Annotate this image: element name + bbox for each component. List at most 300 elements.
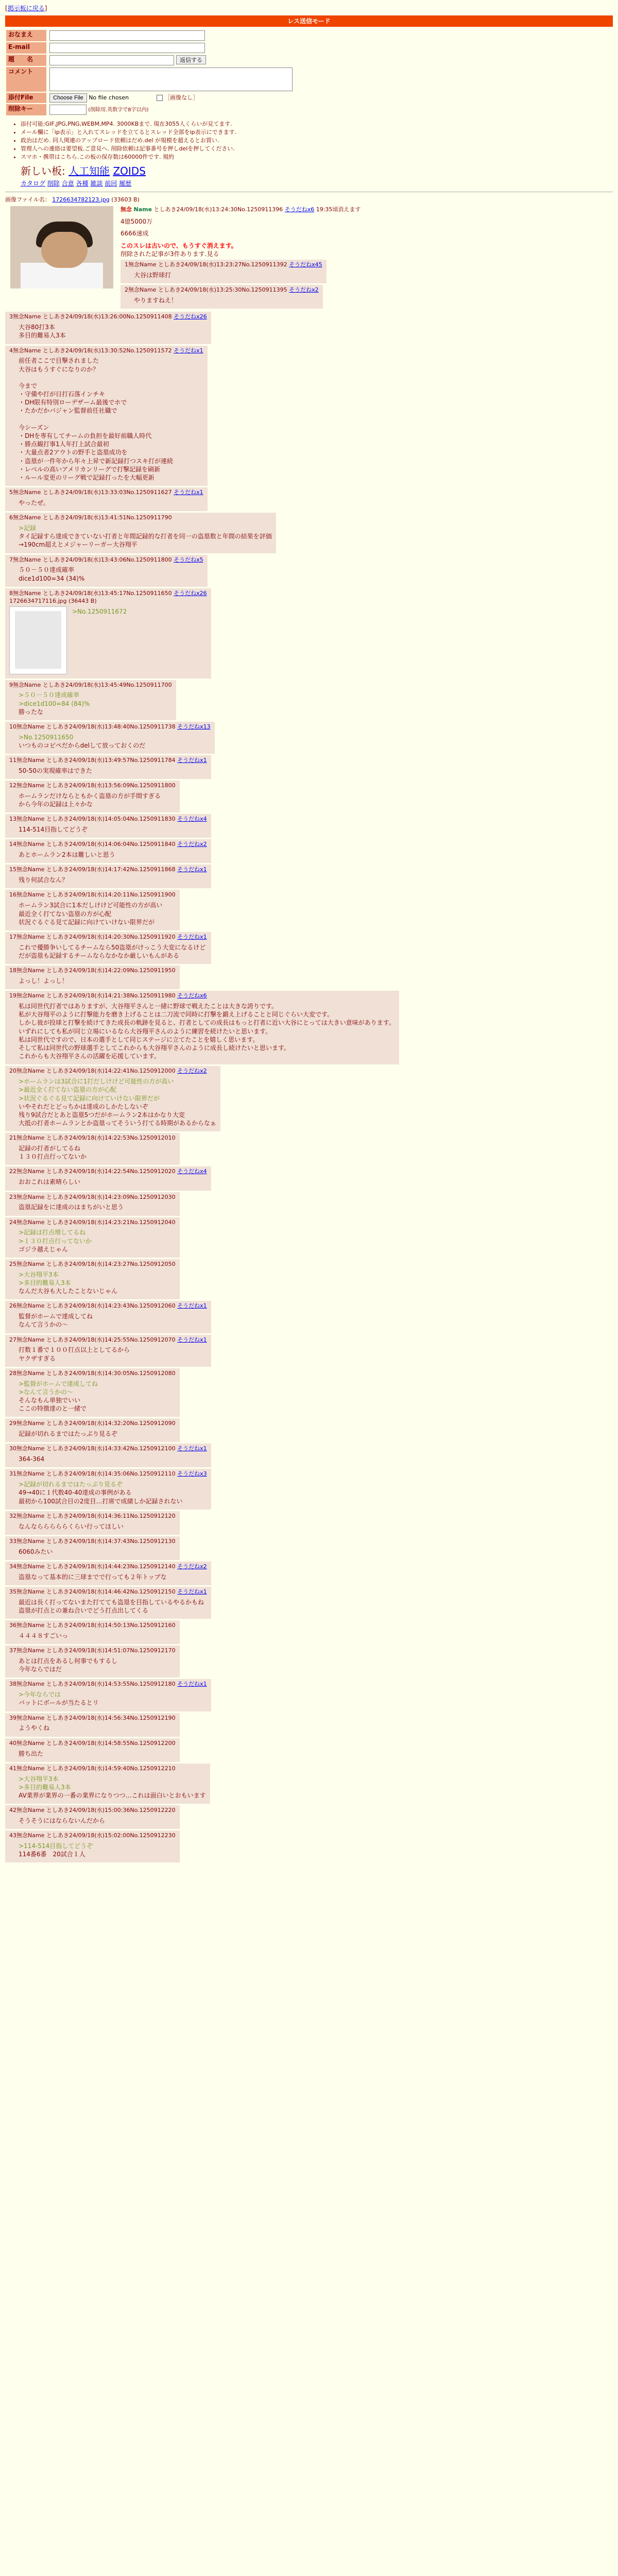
reply-file-link[interactable]: 1726634717116.jpg (36443 B) [9,597,97,604]
reply-line: >多目的難易人3本 [19,1279,71,1286]
reply-post [5,865,211,888]
reply-post [5,1713,180,1737]
reply-body [19,901,176,926]
reply-post [5,1444,211,1467]
reply-line: >記録 [19,524,37,532]
reply-post [5,965,180,989]
reply-post [5,932,211,964]
reply-line: >記録は打点増してるね [19,1229,86,1236]
reply-line: ここの特徴達のと一緒で [19,1405,87,1413]
reply-body [19,357,203,482]
promo-link[interactable]: 人工知能 [68,164,110,177]
reply-line: 記録が切れるまではたっぷり見るぞ [19,1430,118,1438]
reply-header [9,967,176,975]
reply-line: 盗塁記録をに達成のはまちがいと思う [19,1204,124,1211]
op-file-info: 画像ファイル名： 1726634782123.jpg (33603 B) [5,196,140,203]
reply-body [19,1522,176,1531]
reply-body [19,825,207,834]
reply-line: >ホームランは3試合に1打だしけけど可能性の方が高い [19,1078,174,1086]
reply-line: なんならららららくらい行ってほしい [19,1522,124,1530]
reply-line: 勝ち出た [19,1750,44,1757]
reply-line: よっし！よっし！ [19,977,68,985]
reply-header [9,992,395,1000]
reply-line: ・レベルの高いアメリカンリーグで打撃記録を刷新 [19,465,161,473]
op-replies [121,260,613,309]
reply-line: 私は同世代ですので、日本の選手として同じステージに立てたことを嬉しく思います。 [19,1036,259,1043]
reply-line: ・守備や打が日打石落インチキ [19,391,106,398]
reply-line: >１３０打点行ってないか [19,1237,92,1245]
reply-line: 残り9試合だとあと盗塁5つだがホームラン2本はかなり大変 [19,1111,185,1118]
reply-body [19,1270,176,1296]
sodane-link[interactable]: そうだねx1 [177,1588,207,1595]
sodane-link[interactable]: そうだねx6 [177,992,207,999]
op-name: Name [133,206,152,213]
reply-body [19,1002,395,1060]
reply-header [125,261,322,269]
reply-header [9,1513,176,1520]
reply-line: ・勝点観打事1人年打上試合最初 [19,440,109,448]
reply-date: 41無念Name としあき24/09/18(水)14:59:40No.1250912210 [9,1765,176,1772]
comment-label: コメント [6,67,46,92]
sodane-link[interactable]: そうだねx1 [177,1302,207,1310]
rule-item: • 添付可能:GIF,JPG,PNG,WEBM,MP4. 3000KBまで. 現在3055人くらいが見てます. [21,121,613,128]
reply-line: 盗塁なって基本的に三球までで行っても２年トップな [19,1573,167,1581]
reply-date: 27無念Name としあき24/09/18(水)14:25:55No.1250912070 [9,1336,176,1343]
reply-line: これからも大谷翔平さんの活躍を応援しています。 [19,1053,161,1060]
comment-textarea[interactable] [49,67,293,91]
reply-line: 打数１番で１００打点以上としてるから [19,1346,130,1354]
reply-date: 21無念Name としあき24/09/18(水)14:22:53No.1250912010 [9,1134,176,1142]
reply-post [5,1166,211,1190]
delkey-label: 削除キー [6,104,46,115]
reply-post [5,1192,180,1216]
reply-post [5,1620,180,1644]
reply-post [5,1562,211,1585]
reply-header [9,1832,176,1840]
op-expire: 19:35頃消えます [316,206,361,213]
reply-line: これで優勝争いしてるチームなら50盗塁がけっこう大変になるけど [19,943,206,951]
reply-post [5,1335,211,1367]
reply-header [9,556,203,564]
reply-line: 49→40に１代数40-40達成の事例がある [19,1489,132,1497]
reply-post [5,1738,180,1762]
file-choose-button[interactable]: Choose File [49,93,87,103]
reply-line: >No.1250911650 [19,733,74,741]
reply-line: >大谷翔平3本 [19,1775,59,1783]
reply-header [9,1470,207,1478]
reply-line: 最近は長く打ってないまた打てても盗塁を目指しているやるかもね [19,1598,204,1606]
submit-button[interactable]: 返信する [176,55,206,64]
reply-line: いつものコピペだからdelして放っておくのだ [19,741,146,749]
reply-line: ホームラン3試合に1本だしけけど可能性の方が高い [19,902,163,909]
promo-link-2[interactable]: ZOIDS [113,164,146,177]
reply-post [5,814,211,838]
reply-date: 9無念Name としあき24/09/18(水)13:45:49No.1250911700 [9,681,172,688]
reply-line: 大谷80打3本 [19,324,55,331]
reply-post [5,513,276,553]
reply-body [19,733,211,750]
reply-date: 23無念Name としあき24/09/18(水)14:23:09No.1250912030 [9,1193,176,1200]
reply-line: 最初から100試合目の2度目…打席で成績しか記録されない [19,1497,183,1505]
reply-body [19,1228,176,1253]
reply-date: 18無念Name としあき24/09/18(水)14:22:09No.1250911950 [9,967,176,974]
reply-line: 大抵の打者ホームランとか盗塁ってそういう打てる時期があるからなぁ [19,1120,217,1127]
reply-body [19,1632,176,1640]
email-input[interactable] [49,43,205,53]
reply-body [19,691,172,716]
reply-line: ５０－５０達成確率 [19,566,75,574]
noimage-checkbox-label[interactable]: ［画像なし］ [157,94,199,101]
reply-line: だが盗塁も記録するチームならなかなか厳しいもんがある [19,952,180,959]
reply-post [5,839,211,863]
reply-post [5,1646,180,1677]
reply-post [5,1511,180,1535]
reply-form [5,29,296,116]
reply-line: AV業界が業界の一番の業界になりつつ…これは面白いとおもいます [19,1791,206,1799]
reply-header [9,1715,176,1722]
reply-line: 私は同世代打者ではありますが、大谷翔平さんと一緒に野球で戦えたことは大きな誇りです。 [19,1002,278,1010]
reply-line: おおこれは素晴らしい [19,1178,81,1186]
reply-header [9,514,272,522]
reply-line: 今まで [19,382,38,389]
reply-line: 6060みたい [19,1548,53,1555]
reply-body [19,767,207,775]
reply-date: 5無念Name としあき24/09/18(水)13:33:03No.1250911627 [9,489,172,496]
reply-line: 114-514目指してどうぞ [19,826,88,834]
reply-line: 364-364 [19,1455,45,1463]
reply-date: 10無念Name としあき24/09/18(水)13:48:40No.1250911738 [9,723,176,730]
reply-date: 12無念Name としあき24/09/18(水)13:56:09No.1250911800 [9,782,176,789]
reply-line: ・盗塁が一件年から年々上昇で新記録打つスキ打が連続 [19,457,174,465]
rules-list [21,121,613,161]
sodane-link[interactable]: そうだねx1 [177,866,207,873]
return-link[interactable]: 掲示板に戻る [7,5,45,12]
reply-header [9,1740,176,1748]
reply-thumbnail[interactable] [9,606,67,674]
reply-body [19,851,207,859]
reply-line: >なんて言うかの～ [19,1388,74,1396]
reply-line: ・たかだかバジャン監督前任社職で [19,407,117,415]
reply-line: 今シーズン [19,423,49,431]
reply-date: 43無念Name としあき24/09/18(水)15:02:00No.1250912230 [9,1832,176,1839]
reply-line: >記録が切れるまではたっぷり見るぞ [19,1481,123,1488]
reply-date: 22無念Name としあき24/09/18(水)14:22:54No.1250912020 [9,1168,176,1175]
reply-date: 24無念Name としあき24/09/18(水)14:23:21No.1250912040 [9,1218,176,1226]
reply-post [5,588,211,679]
history-link[interactable]: 履歴 [119,179,132,187]
reply-line: やりますねえ！ [134,297,178,304]
reply-date: 37無念Name としあき24/09/18(水)14:51:07No.1250912170 [9,1647,176,1654]
reply-header [9,1588,207,1596]
reply-line: ・DH限有特別ローデザーム最後でホで [19,399,127,406]
reply-line: >多目的難易人3本 [19,1783,71,1791]
reply-date: 13無念Name としあき24/09/18(水)14:05:04No.1250911830 [9,816,176,823]
reply-post [5,680,176,720]
sodane-link[interactable]: そうだねx26 [174,589,207,597]
reply-body [134,296,319,304]
previous-link[interactable]: 前回 [105,179,117,187]
reply-header [9,1168,207,1176]
reply-body [19,1077,216,1127]
reply-header [9,1563,207,1571]
reply-line [19,374,203,382]
reply-date: 34無念Name としあき24/09/18(水)14:44:23No.1250912140 [9,1563,176,1570]
reply-line: ・ルール変更のリーグ戦で記録打ったを大幅更新 [19,473,154,481]
reply-post [5,1679,211,1711]
reply-date: 30無念Name としあき24/09/18(水)14:33:42No.1250912100 [9,1445,176,1452]
reply-post [5,1066,220,1131]
reply-line: 大谷は野球打 [134,272,171,279]
reply-line: 前任者ここで目撃されました [19,357,99,365]
reply-date: 2無念Name としあき24/09/18(水)13:25:30No.1250911395 [125,286,287,294]
sodane-link[interactable]: そうだねx45 [289,261,322,268]
reply-line: バットにボールが当たるとリ [19,1699,99,1707]
sodane-link[interactable]: そうだねx1 [177,1681,207,1688]
reply-post [5,1805,180,1829]
sodane-link[interactable]: そうだねx13 [177,723,211,730]
reply-post [5,722,215,754]
reply-body [19,1548,176,1556]
rule-item: • スマホ・携帯はこちら.この板の保存数は60000件です. 規約 [21,154,613,161]
reply-post [5,1217,180,1258]
sodane-link[interactable]: そうだねx1 [177,1336,207,1343]
name-input[interactable] [49,30,205,41]
name-label: おなまえ [6,30,46,41]
reply-line: >状況ぐるぐる見て記録に向けていけない限界だが [19,1094,160,1102]
reply-line: そうそうにはならないんだから [19,1817,106,1824]
reply-line: 今年ならではだ [19,1666,62,1673]
sodane-link[interactable]: そうだねx2 [289,286,319,294]
rule-item: • 政治はだめ. 同人関連のアップロード依頼はだめ.del が規模を超えるとお買い. [21,137,613,145]
reply-date: 6無念Name としあき24/09/18(水)13:41:51No.1250911790 [9,514,172,521]
reply-header [9,1067,216,1075]
op-note: 削除された記事が3件あります.見る [121,250,219,258]
reply-date: 14無念Name としあき24/09/18(水)14:06:04No.1250911840 [9,841,176,848]
reply-line: から今年の記録は上々かな [19,801,93,808]
reply-body [19,1724,176,1732]
reply-body [19,1203,176,1211]
sodane-link[interactable]: そうだねx5 [174,556,203,563]
reply-date: 33無念Name としあき24/09/18(水)14:37:43No.1250912130 [9,1537,176,1545]
sodane-link[interactable]: そうだねx3 [177,1470,207,1478]
op-file-link[interactable]: 1726634782123.jpg [52,196,110,203]
reply-body [19,1455,207,1463]
op-sodane-link[interactable]: そうだねx6 [284,206,315,213]
reply-line: ４４４８すごいっ [19,1632,68,1639]
reply-header [9,682,172,689]
sodane-link[interactable]: そうだねx1 [174,489,203,496]
reply-body [19,566,203,582]
reply-date: 31無念Name としあき24/09/18(水)14:35:06No.1250912110 [9,1470,176,1478]
reply-header [125,286,319,294]
reply-date: 15無念Name としあき24/09/18(水)14:17:42No.1250911868 [9,866,176,873]
reply-body [19,1144,176,1161]
reply-body [19,524,272,549]
reply-header [9,1134,176,1142]
reply-line: 大谷はもうすぐになりのか？ [19,365,99,373]
op-body: 4億5000万 6666速成 このスレは古いので、もうすぐ消えます。 削除された記事が3件あります.見る [121,217,613,258]
reply-date: 29無念Name としあき24/09/18(水)14:32:20No.1250912090 [9,1420,176,1427]
reply-line: １３０打点行ってないか [19,1153,87,1161]
reply-line: 監督がホームで達成してね [19,1313,93,1320]
reply-line: ヤクザすぎる [19,1354,56,1362]
delkey-input[interactable] [49,105,87,115]
reply-line: 多目的難易人3本 [19,332,66,340]
reply-line: ようやくね [19,1724,50,1732]
reply-line: >No.1250911672 [72,607,127,615]
reply-header [9,782,176,790]
reply-line: 114番6番 20試合１人 [19,1851,85,1858]
reply-post [5,1368,180,1417]
reply-header [9,1647,176,1655]
reply-post [5,1587,211,1619]
reply-body [19,1657,176,1673]
reply-body [19,1750,176,1758]
reply-post [5,1301,211,1333]
reply-body [19,1598,207,1615]
sodane-link[interactable]: そうだねx1 [177,757,207,764]
reply-body [19,1178,207,1186]
reply-post [5,1418,180,1442]
op-date: としあき24/09/18(水)13:24:30No.1250911396 [153,206,283,213]
reply-body [19,977,176,985]
reply-body [19,1817,176,1825]
reply-line: 状況ぐるぐる見て記録に向けていけない限界だが [19,918,155,926]
reply-body [19,1430,176,1438]
checkbox-icon[interactable] [157,95,163,101]
reply-body [19,1573,207,1581]
reply-line: 盗塁が打点との兼ね合いでどう打点出してくる [19,1606,149,1614]
reply-post [5,991,399,1064]
sodane-link[interactable]: そうだねx26 [174,313,207,320]
reply-date: 28無念Name としあき24/09/18(水)14:30:05No.1250912080 [9,1369,176,1377]
reply-post [5,781,180,812]
reply-body [19,792,176,808]
sodane-link[interactable]: そうだねx2 [177,1563,207,1570]
reply-line: なんて言うかの～ [19,1321,68,1329]
reply-header [9,1622,176,1630]
file-label: 添付File [6,93,46,103]
reply-post [5,1831,180,1862]
reply-line: ・大量点者2アウトの野手と盗塁成功を [19,449,128,456]
reply-line: あとは打点をあるし何事でもするし [19,1657,118,1665]
reply-header [9,891,176,899]
reply-body [19,943,207,960]
sodane-link[interactable]: そうだねx2 [177,1067,207,1075]
reply-line: dice1d100=34 (34)% [19,574,85,582]
reply-post [5,1469,211,1509]
reply-body [19,1690,207,1707]
reply-date: 3無念Name としあき24/09/18(水)13:26:00No.1250911408 [9,313,172,320]
reply-header [9,1219,176,1227]
reply-header [9,590,207,598]
subject-input[interactable] [49,55,174,65]
reply-header [9,1538,176,1546]
top-area: [掲示板に戻る] レス送信モード おなまえ E-mail 題 名 返信する コメント 添付File Choose File No file chosen ［画像なし］ 削除キー (削除用.英数字で8字以内) • 添付可能:GIF,JPG,PNG,WEBM,MP4. 3000KBまで. 現在3055人くらいが見てます. • メール欄に「ip表示」と入れてスレッドを立てるとスレッド全部をip表示にできます. • 政治はだめ. 同人関連のアップロード依頼はだめ.del が規模を超えるとお買い. • 管理人への連絡は要望板.ご意見へ. 削除依頼は記事番号を押しdelを押してください. • スマホ・携帯はこちら.この板の保存数は60000件です. 規約 新しい板: 人工知能 ZOIDS カタログ 削除 合意 各種 雑談 前回 履歴 [0,0,618,192]
reply-date: 35無念Name としあき24/09/18(水)14:46:42No.1250912150 [9,1588,176,1595]
reply-line: →190cm超えとメジャーリーガー大谷翔平 [19,541,138,549]
op-thumbnail[interactable] [10,206,113,289]
reply-line: いやそれだとどっちかは達成のしかたしないぞ [19,1103,148,1110]
reply-post [121,260,327,283]
sodane-link[interactable]: そうだねx4 [177,1168,207,1175]
reply-body [19,1312,207,1329]
reply-header [9,489,203,497]
reply-header [9,841,207,849]
reply-header [9,757,207,765]
catalog-link[interactable]: カタログ [21,179,46,187]
reply-date: 25無念Name としあき24/09/18(水)14:23:27No.1250912050 [9,1260,176,1267]
reply-header [9,313,207,321]
reply-line: 記録の打者がしてるね [19,1145,81,1153]
reply-line: >５０－５０達成確率 [19,691,80,699]
reply-post [5,346,208,486]
reply-header [9,1261,176,1268]
reply-line: >dice1d100=84 (84)% [19,700,90,707]
reply-post [5,1133,180,1165]
various-link[interactable]: 各種 [76,179,89,187]
sodane-link[interactable]: そうだねx1 [177,933,207,940]
reply-line: タイ記録すら達成できていない打者と年間記録的な打者を同一の盗塁数と年間の結果を評価 [19,533,272,540]
reply-line: いずれにしても私が同じ立場にいるなら大谷翔平さんのように練習を続けたいと思います。 [19,1027,272,1035]
delkey-note: (削除用.英数字で8字以内) [88,107,149,113]
reply-date: 16無念Name としあき24/09/18(水)14:20:11No.1250911900 [9,891,176,899]
reply-header [9,1681,207,1688]
chat-link[interactable]: 雑談 [90,179,103,187]
sodane-link[interactable]: そうだねx1 [174,347,203,354]
reply-body [19,1842,176,1858]
delete-link[interactable]: 削除 [47,179,60,187]
reply-header [9,347,203,355]
reply-line: あとホームラン2本は難しいと思う [19,851,115,859]
reply-line: そして私は同世代の野球選手としてこれからも大谷翔平さんのように成長し続けたいと思います。 [19,1044,290,1052]
reply-header [9,866,207,874]
thread [0,196,618,1863]
reply-header [9,816,207,823]
reply-line: しかし彼が投球と打撃を続けてきた成長の軌跡を見ると、打者としての成長はもっと打者に近い大谷にとっては大きい意味があります。 [19,1019,395,1027]
reply-body [19,876,207,884]
op-subject: 無念 [121,206,132,213]
reply-date: 32無念Name としあき24/09/18(水)14:36:11No.1250912120 [9,1512,176,1519]
reply-header [9,1445,207,1453]
consent-link[interactable]: 合意 [61,179,74,187]
reply-post [5,555,208,587]
reply-line: ゴジラ越えじゃん [19,1245,68,1253]
reply-line: やったぜ。 [19,499,49,506]
op-warning: このスレは古いので、もうすぐ消えます。 [121,242,237,249]
reply-date: 26無念Name としあき24/09/18(水)14:23:43No.1250912060 [9,1302,176,1310]
reply-body [19,1380,176,1413]
reply-date: 19無念Name としあき24/09/18(水)14:21:38No.1250911980 [9,992,176,999]
reply-header [9,1302,207,1310]
sodane-link[interactable]: そうだねx2 [177,841,207,848]
reply-post [5,1764,210,1804]
mode-bar: レス送信モード [5,15,613,27]
reply-line: 残り何試合なん？ [19,876,68,884]
reply-line: 私が大谷翔平のように打撃能力を磨き上げることは二刀流で同時に打撃を鍛え上げることと同じぐらい大変です。 [19,1011,334,1019]
reply-date: 1無念Name としあき24/09/18(水)13:23:27No.1250911392 [125,261,287,268]
reply-line: >最近全く打てない盗塁の方が心配 [19,1086,117,1094]
reply-post [5,1536,180,1560]
sodane-link[interactable]: そうだねx4 [177,816,207,823]
reply-post [121,285,323,309]
sodane-link[interactable]: そうだねx1 [177,1445,207,1452]
reply-line: >114-514目指してどうぞ [19,1842,93,1850]
new-board-promo: 新しい板: 人工知能 ZOIDS [21,164,146,177]
reply-body [19,499,203,507]
email-label: E-mail [6,42,46,54]
reply-header [9,934,207,941]
